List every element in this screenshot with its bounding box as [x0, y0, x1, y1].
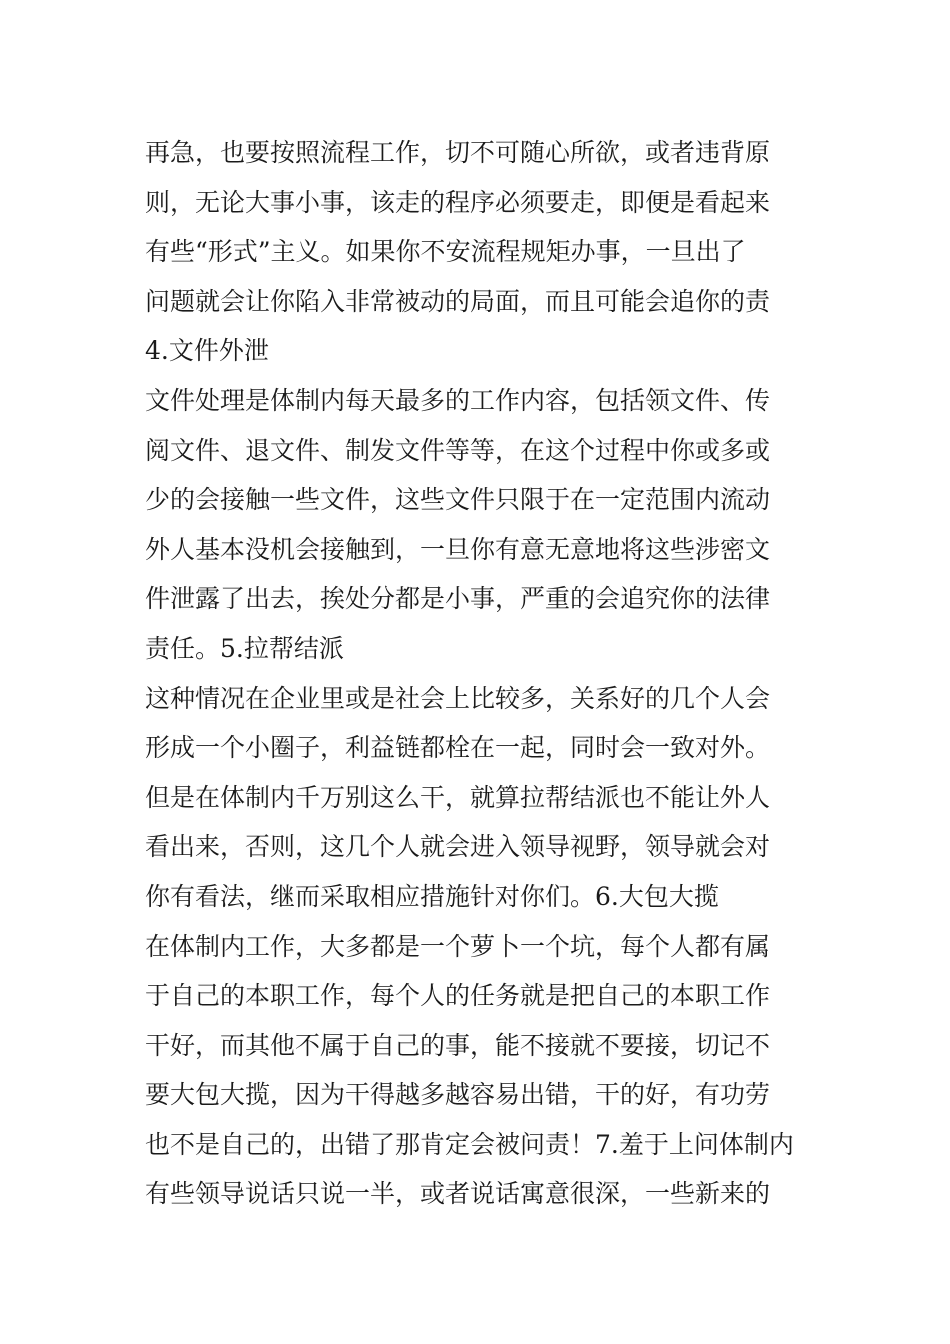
- text-line: 少的会接触一些文件，这些文件只限于在一定范围内流动: [145, 485, 771, 515]
- text-line: 件泄露了出去，挨处分都是小事，严重的会追究你的法律: [145, 584, 771, 614]
- text-line: 形成一个小圈子，利益链都栓在一起，同时会一致对外。: [145, 733, 771, 763]
- text-line: 于自己的本职工作，每个人的任务就是把自己的本职工作: [145, 981, 771, 1011]
- text-line: 但是在体制内千万别这么干，就算拉帮结派也不能让外人: [145, 782, 771, 812]
- text-line: 也不是自己的，出错了那肯定会被问责！7.羞于上问体制内: [145, 1129, 794, 1159]
- text-line: 你有看法，继而采取相应措施针对你们。6.大包大揽: [145, 881, 719, 911]
- section-heading: 4.文件外泄: [145, 336, 269, 366]
- text-line: 在体制内工作，大多都是一个萝卜一个坑，每个人都有属: [145, 931, 771, 961]
- text-line: 阅文件、退文件、制发文件等等，在这个过程中你或多或: [145, 435, 771, 465]
- text-line: 再急，也要按照流程工作，切不可随心所欲，或者违背原: [145, 138, 771, 167]
- text-line: 这种情况在企业里或是社会上比较多，关系好的几个人会: [145, 683, 771, 713]
- text-line: 有些领导说话只说一半，或者说话寓意很深，一些新来的: [145, 1179, 771, 1209]
- text-line: 责任。5.拉帮结派: [145, 633, 344, 663]
- text-line: 问题就会让你陷入非常被动的局面，而且可能会追你的责: [145, 286, 771, 316]
- text-line: 有些“形式”主义。如果你不安流程规矩办事，一旦出了: [145, 237, 746, 267]
- text-line: 文件处理是体制内每天最多的工作内容，包括领文件、传: [145, 385, 771, 415]
- text-line: 外人基本没机会接触到，一旦你有意无意地将这些涉密文: [145, 534, 771, 564]
- document-body: [145, 128, 810, 1219]
- text-line: 看出来，否则，这几个人就会进入领导视野，领导就会对: [145, 832, 771, 862]
- text-line: 要大包大揽，因为干得越多越容易出错，干的好，有功劳: [145, 1080, 771, 1110]
- text-line: 干好，而其他不属于自己的事，能不接就不要接，切记不: [145, 1030, 771, 1060]
- text-line: 则，无论大事小事，该走的程序必须要走，即便是看起来: [145, 187, 771, 217]
